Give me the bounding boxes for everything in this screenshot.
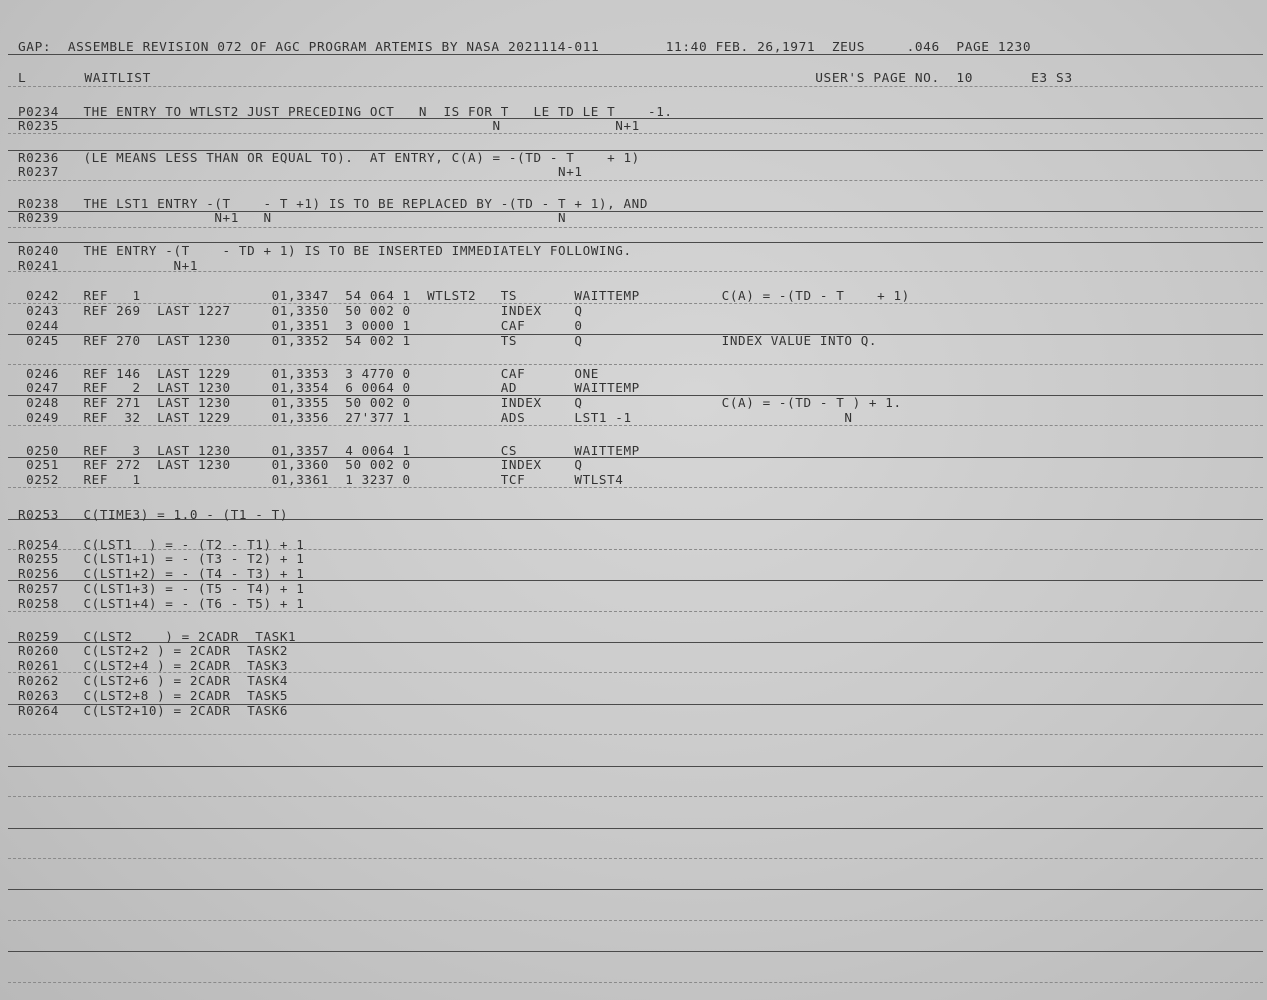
listing-line: 0245 REF 270 LAST 1230 01,3352 54 002 1 TS Q INDEX VALUE INTO Q. bbox=[18, 333, 878, 348]
listing-line: 0249 REF 32 LAST 1229 01,3356 27'377 1 ADS LST1 -1 N bbox=[18, 410, 853, 425]
rule bbox=[8, 889, 1263, 890]
listing-line: R0254 C(LST1 ) = - (T2 - T1) + 1 bbox=[18, 537, 305, 552]
listing-line: R0253 C(TIME3) = 1.0 - (T1 - T) bbox=[18, 507, 289, 522]
rule bbox=[8, 86, 1263, 87]
rule bbox=[8, 796, 1263, 797]
listing-line: 0248 REF 271 LAST 1230 01,3355 50 002 0 INDEX Q C(A) = -(TD - T ) + 1. bbox=[18, 395, 902, 410]
listing-line: R0263 C(LST2+8 ) = 2CADR TASK5 bbox=[18, 688, 289, 703]
rule bbox=[8, 766, 1263, 767]
rule bbox=[8, 858, 1263, 859]
listing-line: 0250 REF 3 LAST 1230 01,3357 4 0064 1 CS WAITTEMP bbox=[18, 443, 640, 458]
listing-line: R0260 C(LST2+2 ) = 2CADR TASK2 bbox=[18, 643, 289, 658]
listing-line: 0251 REF 272 LAST 1230 01,3360 50 002 0 INDEX Q bbox=[18, 457, 583, 472]
listing-line: 0246 REF 146 LAST 1229 01,3353 3 4770 0 CAF ONE bbox=[18, 366, 599, 381]
listing-line: P0234 THE ENTRY TO WTLST2 JUST PRECEDING OCT N IS FOR T LE TD LE T -1. bbox=[18, 104, 673, 119]
rule bbox=[8, 828, 1263, 829]
rule bbox=[8, 133, 1263, 134]
rule bbox=[8, 487, 1263, 488]
rule bbox=[8, 920, 1263, 921]
listing-line: 0247 REF 2 LAST 1230 01,3354 6 0064 0 AD WAITTEMP bbox=[18, 380, 640, 395]
listing-line: R0241 N+1 bbox=[18, 258, 199, 273]
listing-line: 0244 01,3351 3 0000 1 CAF 0 bbox=[18, 318, 583, 333]
listing-line: R0238 THE LST1 ENTRY -(T - T +1) IS TO BE REPLACED BY -(TD - T + 1), AND bbox=[18, 196, 649, 211]
rule bbox=[8, 227, 1263, 228]
listing-line: R0258 C(LST1+4) = - (T6 - T5) + 1 bbox=[18, 596, 305, 611]
listing-line: R0256 C(LST1+2) = - (T4 - T3) + 1 bbox=[18, 566, 305, 581]
listing-line: R0262 C(LST2+6 ) = 2CADR TASK4 bbox=[18, 673, 289, 688]
rule bbox=[8, 364, 1263, 365]
rule bbox=[8, 734, 1263, 735]
listing-line: 0243 REF 269 LAST 1227 01,3350 50 002 0 INDEX Q bbox=[18, 303, 583, 318]
section-header: L WAITLIST USER'S PAGE NO. 10 E3 S3 bbox=[18, 71, 1073, 86]
rule bbox=[8, 425, 1263, 426]
listing-line: R0261 C(LST2+4 ) = 2CADR TASK3 bbox=[18, 658, 289, 673]
rule bbox=[8, 180, 1263, 181]
listing-line: 0252 REF 1 01,3361 1 3237 0 TCF WTLST4 bbox=[18, 472, 624, 487]
listing-header: GAP: ASSEMBLE REVISION 072 OF AGC PROGRAM ARTEMIS BY NASA 2021114-011 11:40 FEB. 26,1971 ZEUS .046 PAGE 1230 bbox=[18, 40, 1032, 55]
rule bbox=[8, 951, 1263, 952]
listing-line: R0239 N+1 N N bbox=[18, 210, 567, 225]
rule bbox=[8, 611, 1263, 612]
listing-line: R0235 N N+1 bbox=[18, 118, 640, 133]
listing-line: R0236 (LE MEANS LESS THAN OR EQUAL TO). AT ENTRY, C(A) = -(TD - T + 1) bbox=[18, 150, 640, 165]
listing-line: R0259 C(LST2 ) = 2CADR TASK1 bbox=[18, 629, 297, 644]
listing-line: R0237 N+1 bbox=[18, 164, 583, 179]
listing-line: R0240 THE ENTRY -(T - TD + 1) IS TO BE INSERTED IMMEDIATELY FOLLOWING. bbox=[18, 243, 632, 258]
listing-line: R0264 C(LST2+10) = 2CADR TASK6 bbox=[18, 703, 289, 718]
listing-line: R0255 C(LST1+1) = - (T3 - T2) + 1 bbox=[18, 551, 305, 566]
listing-line: R0257 C(LST1+3) = - (T5 - T4) + 1 bbox=[18, 581, 305, 596]
listing-line: 0242 REF 1 01,3347 54 064 1 WTLST2 TS WAITTEMP C(A) = -(TD - T + 1) bbox=[18, 288, 910, 303]
rule bbox=[8, 982, 1263, 983]
